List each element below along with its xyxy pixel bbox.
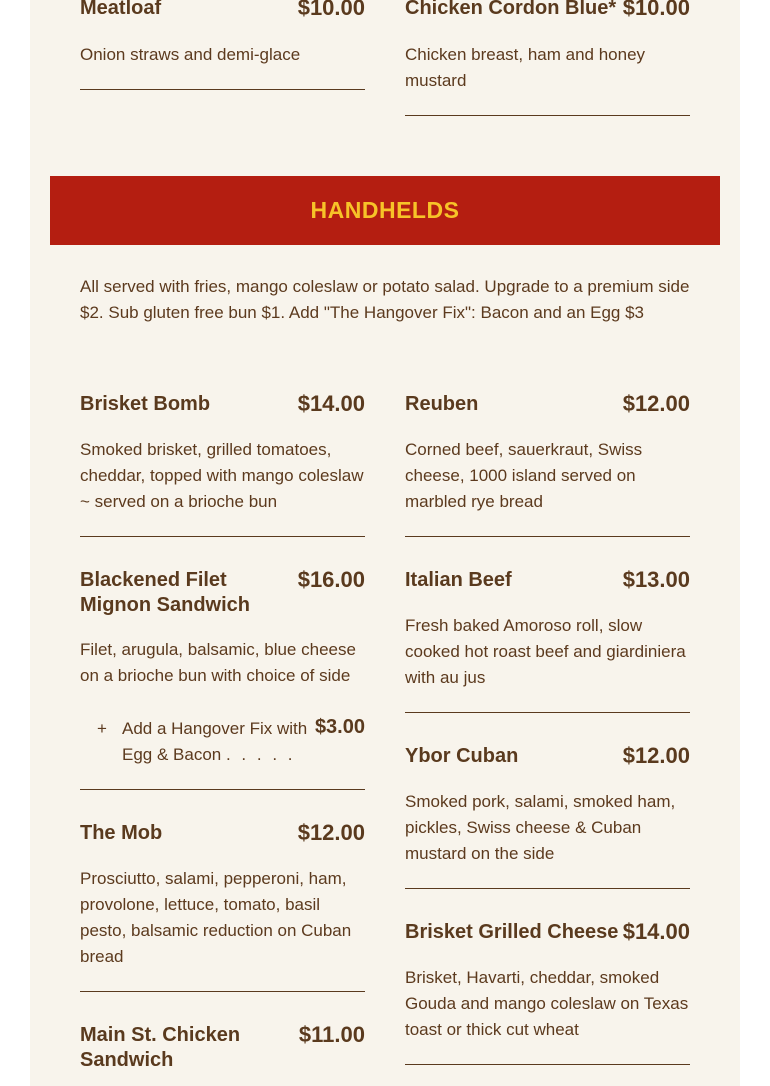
item-price: $13.00 [622, 567, 690, 592]
addon-dots: . . . . . [225, 745, 296, 764]
menu-item-brisket-bomb [80, 392, 365, 515]
menu-item-italian-beef [405, 568, 690, 691]
addon-label [122, 716, 312, 768]
item-name: Meatloaf [80, 0, 162, 19]
menu-item-ybor-cuban [405, 744, 690, 867]
item-description: Filet, arugula, balsamic, blue cheese on a brioche bun with choice of side [80, 640, 356, 685]
item-price: $10.00 [622, 0, 690, 20]
item-description: Corned beef, sauerkraut, Swiss cheese, 1000 island served on marbled rye bread [405, 440, 643, 511]
item-divider [80, 89, 365, 90]
item-divider [80, 536, 365, 537]
item-divider [80, 991, 365, 992]
section-intro: All served with fries, mango coleslaw or potato salad. Upgrade to a premium side $2. Sub gluten free bun $1. Add "The Hangover Fix": Bacon and an Egg $3 [80, 277, 690, 322]
section-title: HANDHELDS [310, 197, 460, 223]
item-description: Prosciutto, salami, pepperoni, ham, provolone, lettuce, tomato, basil pesto, balsamic reduction on Cuban bread [80, 869, 352, 966]
item-description: Brisket, Havarti, cheddar, smoked Gouda and mango coleslaw on Texas toast or thick cut wheat [405, 968, 689, 1039]
item-price: $12.00 [622, 743, 690, 768]
addon-plus: + [97, 719, 107, 738]
item-price: $11.00 [298, 1022, 365, 1047]
menu-item-the-mob [80, 821, 365, 970]
item-description: Smoked pork, salami, smoked ham, pickles, Swiss cheese & Cuban mustard on the side [405, 792, 676, 863]
menu-item-chicken-cordon-blue [405, 0, 690, 94]
item-name: The Mob [80, 822, 163, 844]
item-description: Chicken breast, ham and honey mustard [405, 45, 646, 90]
item-price: $10.00 [297, 0, 365, 20]
item-divider [405, 1064, 690, 1065]
menu-item-main-st-chicken-sandwich [80, 1023, 365, 1073]
item-divider [80, 789, 365, 790]
item-divider [405, 115, 690, 116]
item-name: Brisket Bomb [80, 393, 211, 415]
menu-item-reuben [405, 392, 690, 515]
menu-item-brisket-grilled-cheese [405, 920, 690, 1043]
menu-item-meatloaf [80, 0, 365, 68]
item-price: $12.00 [622, 391, 690, 416]
item-divider [405, 712, 690, 713]
item-divider [405, 888, 690, 889]
item-name: Chicken Cordon Blue* [405, 0, 617, 19]
section-banner [50, 176, 720, 245]
item-name: Italian Beef [405, 569, 512, 591]
addon-label-text: Add a Hangover Fix with Egg & Bacon [122, 719, 308, 764]
item-price: $12.00 [297, 820, 365, 845]
addon-price: $3.00 [314, 716, 365, 738]
item-description: Smoked brisket, grilled tomatoes, cheddar, topped with mango coleslaw ~ served on a brioche bun [80, 440, 364, 511]
item-name: Brisket Grilled Cheese [405, 921, 619, 943]
item-divider [405, 536, 690, 537]
item-price: $14.00 [297, 391, 365, 416]
item-name: Reuben [405, 393, 479, 415]
item-description: Onion straws and demi-glace [80, 45, 301, 64]
item-price: $16.00 [297, 567, 365, 592]
item-name: Main St. Chicken Sandwich [80, 1024, 241, 1071]
item-name: Ybor Cuban [405, 745, 519, 767]
item-price: $14.00 [622, 919, 690, 944]
item-name: Blackened Filet Mignon Sandwich [80, 569, 250, 616]
item-description: Fresh baked Amoroso roll, slow cooked hot roast beef and giardiniera with au jus [405, 616, 686, 687]
menu-item-blackened-filet-mignon-sandwich [80, 568, 365, 689]
